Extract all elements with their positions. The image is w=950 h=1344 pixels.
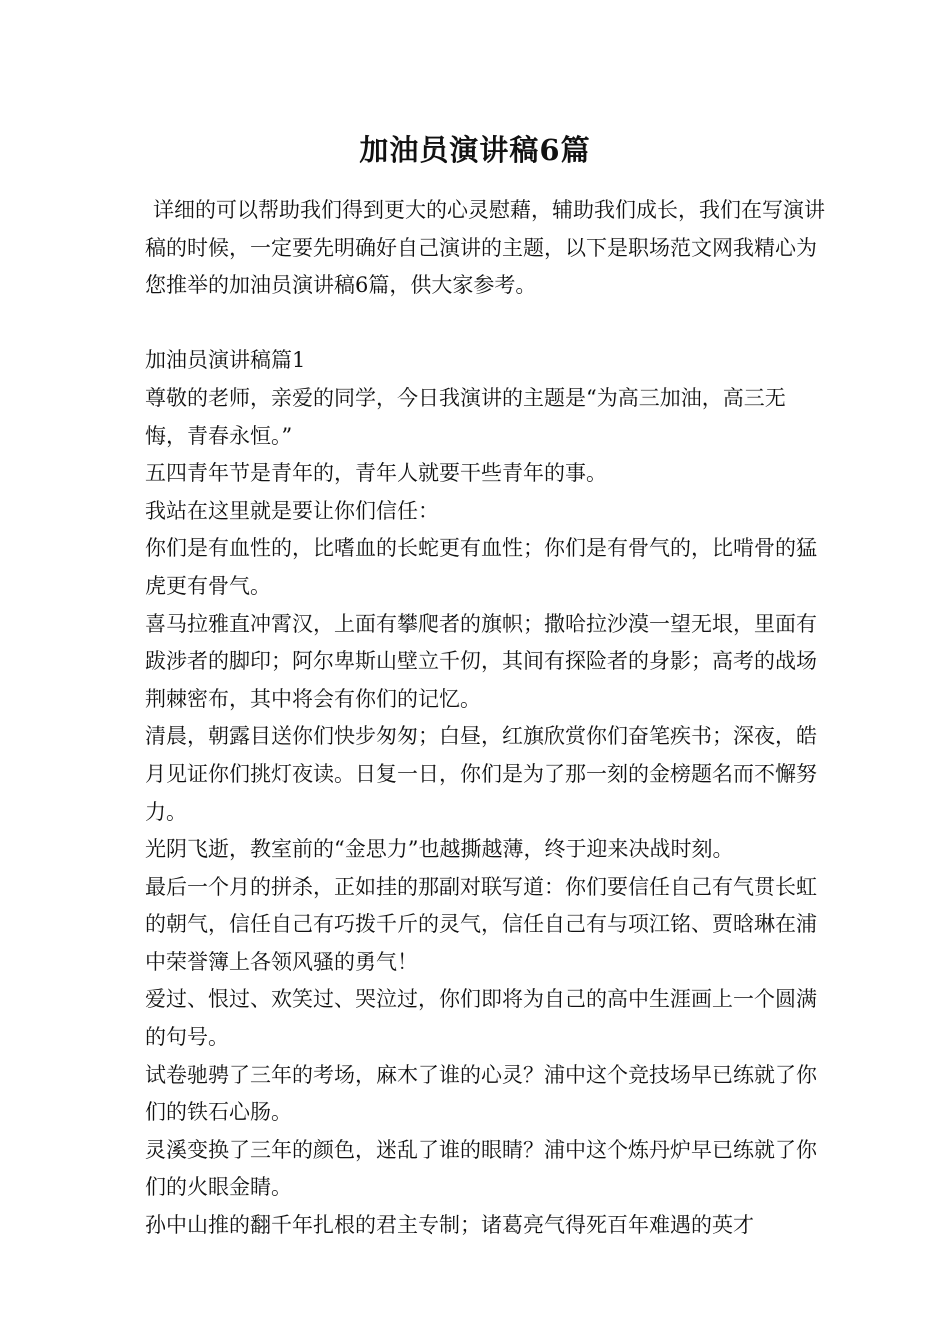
body-paragraph: 孙中山推的翻千年扎根的君主专制；诸葛亮气得死百年难遇的英才: [145, 1213, 754, 1238]
body-paragraph: 五四青年节是青年的，青年人就要干些青年的事。: [145, 461, 607, 486]
body-paragraph: 清晨，朝露目送你们快步匆匆；白昼，红旗欣赏你们奋笔疾书；深夜，皓月见证你们挑灯夜读。日复一日，你们是为了那一刻的金榜题名而不懈努力。: [145, 724, 817, 824]
body-paragraph: 爱过、恨过、欢笑过、哭泣过，你们即将为自己的高中生涯画上一个圆满的句号。: [145, 987, 817, 1050]
intro-paragraph: 详细的可以帮助我们得到更大的心灵慰藉，辅助我们成长，我们在写演讲稿的时候，一定要先明确好自己演讲的主题，以下是职场范文网我精心为您推举的加油员演讲稿6篇，供大家参考。: [145, 198, 825, 298]
body-paragraph: 试卷驰骋了三年的考场，麻木了谁的心灵？浦中这个竞技场早已练就了你们的铁石心肠。: [145, 1062, 817, 1125]
body-paragraph: 光阴飞逝，教室前的“金思力”也越撕越薄，终于迎来决战时刻。: [145, 837, 734, 862]
document-title: 加油员演讲稿6篇: [359, 133, 591, 167]
body-paragraph: 尊敬的老师，亲爱的同学，今日我演讲的主题是“为高三加油，高三无悔，青春永恒。”: [145, 385, 786, 448]
paragraph-spacer: [145, 305, 825, 343]
body-paragraph: 我站在这里就是要让你们信任：: [145, 498, 439, 523]
body-paragraph: 灵溪变换了三年的颜色，迷乱了谁的眼睛？浦中这个炼丹炉早已练就了你们的火眼金睛。: [145, 1137, 817, 1200]
body-paragraph: 最后一个月的拼杀，正如挂的那副对联写道：你们要信任自己有气贯长虹的朝气，信任自己有巧拨千斤的灵气，信任自己有与项江铭、贾晗琳在浦中荣誉簿上各领风骚的勇气！: [145, 874, 817, 974]
body-paragraph: 你们是有血性的，比嗜血的长蛇更有血性；你们是有骨气的，比啃骨的猛虎更有骨气。: [145, 536, 817, 598]
section-heading: 加油员演讲稿篇1: [145, 348, 306, 373]
body-paragraph: 喜马拉雅直冲霄汉，上面有攀爬者的旗帜；撒哈拉沙漠一望无垠，里面有跋涉者的脚印；阿尔卑斯山壁立千仞，其间有探险者的身影；高考的战场荆棘密布，其中将会有你们的记忆。: [145, 611, 817, 711]
document-body: [145, 192, 825, 1245]
